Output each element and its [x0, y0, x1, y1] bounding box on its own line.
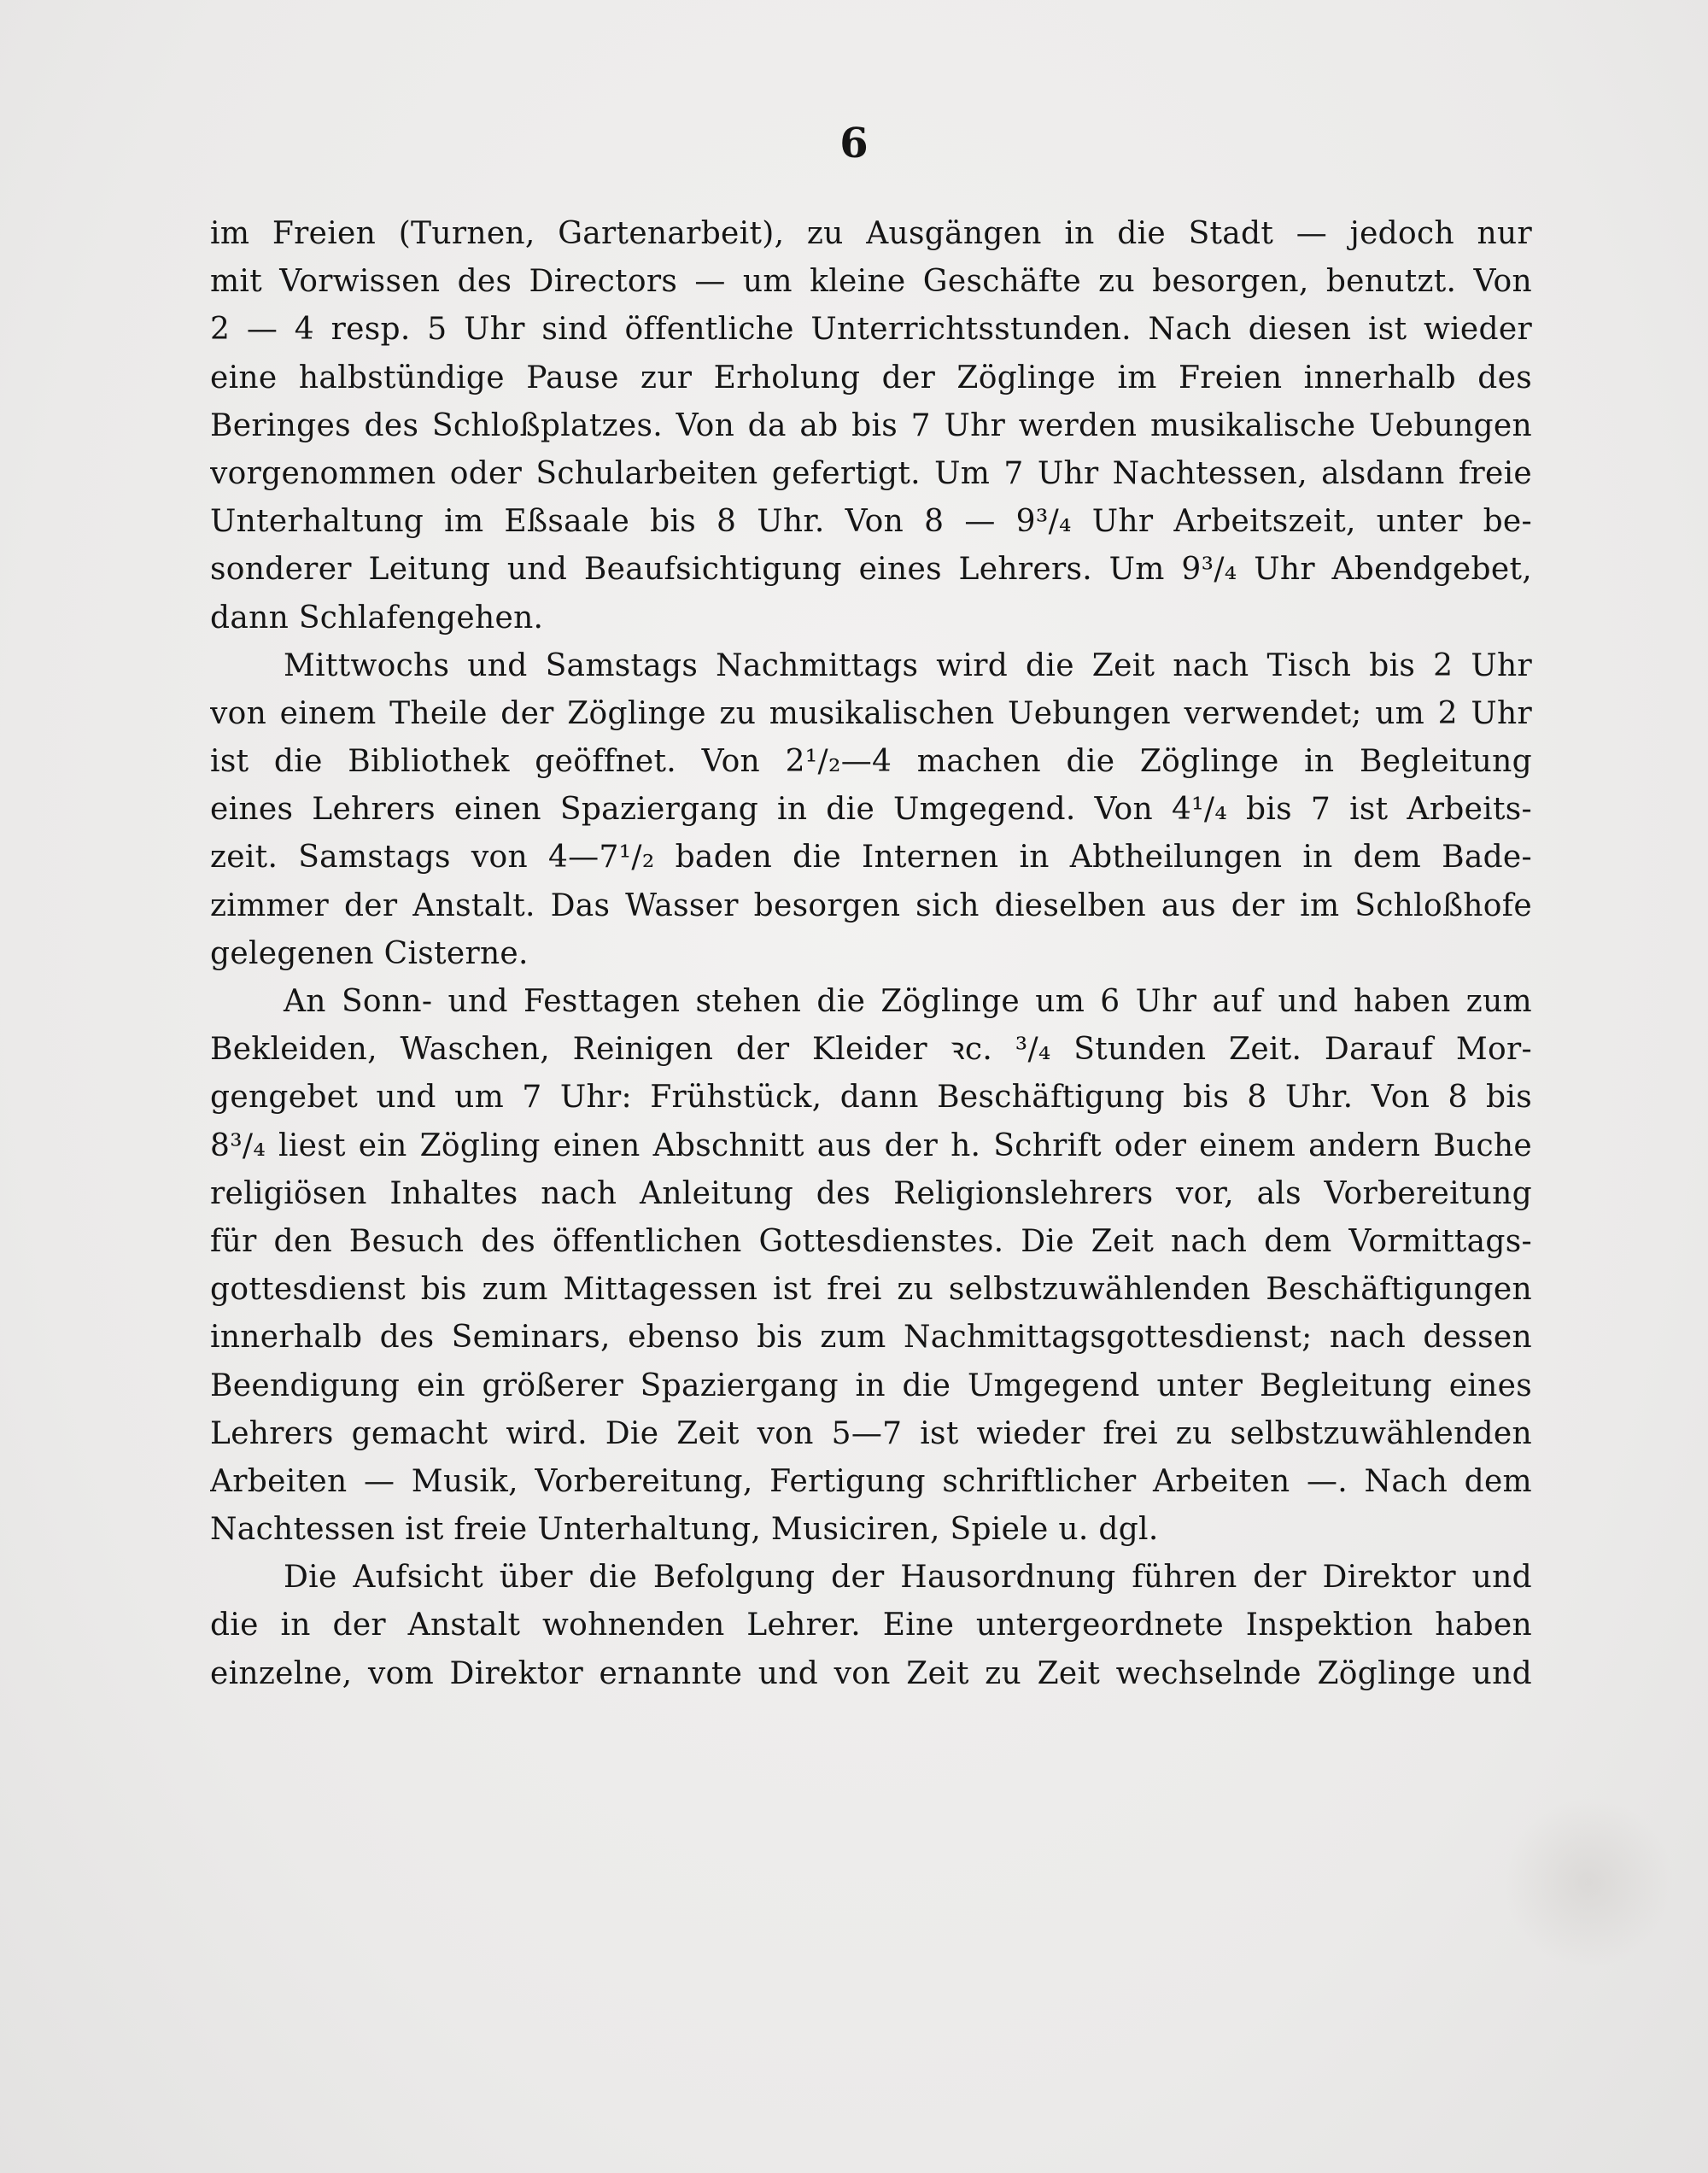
text-line: Nachtessen ist freie Unterhaltung, Musiciren, Spiele u. dgl. [210, 1512, 1159, 1548]
paragraph-first-line: An Sonn- und Festtagen stehen die Zöglinge um 6 Uhr auf und haben zum [284, 984, 1532, 1019]
text-line: einzelne, vom Direktor ernannte und von Zeit zu Zeit wechselnde Zöglinge und [210, 1655, 1532, 1691]
page-number: 6 [839, 120, 869, 167]
text-line: im Freien (Turnen, Gartenarbeit), zu Ausgängen in die Stadt — jedoch nur [210, 216, 1532, 251]
text-line: Beendigung ein größerer Spaziergang in die Umgegend unter Begleitung eines [210, 1368, 1532, 1403]
text-line: Lehrers gemacht wird. Die Zeit von 5—7 ist wieder frei zu selbstzuwählenden [210, 1415, 1532, 1451]
text-line: innerhalb des Seminars, ebenso bis zum Nachmittagsgottesdienst; nach dessen [210, 1320, 1532, 1356]
text-line: Unterhaltung im Eßsaale bis 8 Uhr. Von 8 — 9³/₄ Uhr Arbeitszeit, unter be- [210, 504, 1532, 540]
text-line: gengebet und um 7 Uhr: Frühstück, dann Beschäftigung bis 8 Uhr. Von 8 bis [210, 1080, 1532, 1116]
paper-stain [1503, 1797, 1674, 1968]
text-line: für den Besuch des öffentlichen Gottesdienstes. Die Zeit nach dem Vormittags- [210, 1223, 1532, 1259]
paragraph-first-line: Mittwochs und Samstags Nachmittags wird die Zeit nach Tisch bis 2 Uhr [284, 647, 1532, 683]
text-line: eine halbstündige Pause zur Erholung der Zöglinge im Freien innerhalb des [210, 360, 1532, 395]
text-line: ist die Bibliothek geöffnet. Von 2¹/₂—4 machen die Zöglinge in Begleitung [210, 744, 1532, 780]
text-line: von einem Theile der Zöglinge zu musikalischen Uebungen verwendet; um 2 Uhr [210, 695, 1532, 731]
text-line: religiösen Inhaltes nach Anleitung des Religionslehrers vor, als Vorbereitung [210, 1175, 1532, 1211]
text-line: gelegenen Cisterne. [210, 935, 529, 971]
text-line: sonderer Leitung und Beaufsichtigung eines Lehrers. Um 9³/₄ Uhr Abendgebet, [210, 552, 1532, 588]
text-line: Bekleiden, Waschen, Reinigen der Kleider ꝛc. ³/₄ Stunden Zeit. Darauf Mor- [210, 1032, 1532, 1068]
body-text [210, 210, 1532, 1698]
text-line: 2 — 4 resp. 5 Uhr sind öffentliche Unterrichtsstunden. Nach diesen ist wieder [210, 312, 1532, 348]
text-line: 8³/₄ liest ein Zögling einen Abschnitt aus der h. Schrift oder einem andern Buche [210, 1128, 1532, 1163]
text-line: Arbeiten — Musik, Vorbereitung, Fertigung schriftlicher Arbeiten —. Nach dem [210, 1463, 1532, 1499]
text-line: eines Lehrers einen Spaziergang in die Umgegend. Von 4¹/₄ bis 7 ist Arbeits- [210, 792, 1532, 828]
text-line: gottesdienst bis zum Mittagessen ist frei zu selbstzuwählenden Beschäftigungen [210, 1272, 1532, 1308]
text-line: die in der Anstalt wohnenden Lehrer. Eine untergeordnete Inspektion haben [210, 1608, 1532, 1643]
text-line: Beringes des Schloßplatzes. Von da ab bis 7 Uhr werden musikalische Uebungen [210, 407, 1532, 443]
text-line: mit Vorwissen des Directors — um kleine Geschäfte zu besorgen, benutzt. Von [210, 264, 1532, 300]
text-line: zimmer der Anstalt. Das Wasser besorgen sich dieselben aus der im Schloßhofe [210, 887, 1532, 923]
text-line: vorgenommen oder Schularbeiten gefertigt. Um 7 Uhr Nachtessen, alsdann freie [210, 455, 1532, 491]
paragraph-first-line: Die Aufsicht über die Befolgung der Hausordnung führen der Direktor und [284, 1560, 1532, 1596]
text-line: dann Schlafengehen. [210, 600, 544, 636]
text-line: zeit. Samstags von 4—7¹/₂ baden die Internen in Abtheilungen in dem Bade- [210, 840, 1532, 876]
